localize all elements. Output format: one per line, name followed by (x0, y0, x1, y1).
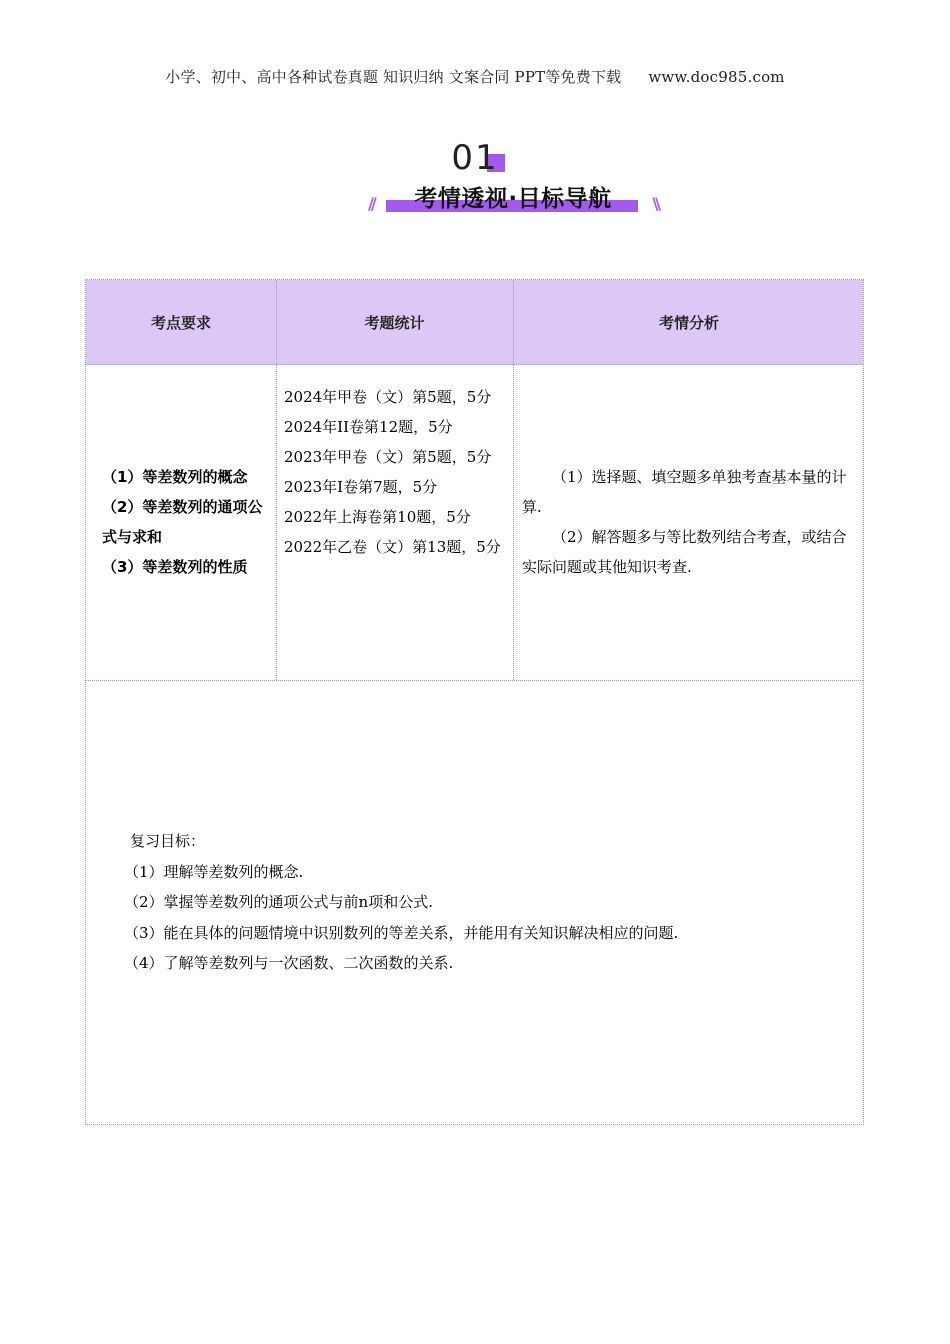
goal-item: （2）掌握等差数列的通项公式与前n项和公式. (124, 893, 433, 911)
header-text: 小学、初中、高中各种试卷真题 知识归纳 文案合同 PPT等免费下载 (165, 68, 622, 86)
stat-item: 2024年甲卷（文）第5题，5分 (284, 388, 492, 406)
requirement-item: （3）等差数列的性质 (102, 558, 248, 576)
analysis-cell (513, 364, 865, 680)
goal-item: （4）了解等差数列与一次函数、二次函数的关系. (124, 954, 454, 972)
stat-item: 2022年乙卷（文）第13题，5分 (284, 538, 501, 556)
analysis-item: （2）解答题多与等比数列结合考查，或结合实际问题或其他知识考查. (522, 528, 847, 576)
section-number: 01 (451, 138, 499, 178)
goal-item: （3）能在具体的问题情境中识别数列的等差关系，并能用有关知识解决相应的问题. (124, 923, 679, 942)
requirement-item: （2）等差数列的通项公式与求和 (102, 498, 263, 546)
column-header-requirements: 考点要求 (150, 313, 211, 332)
requirement-item: （1）等差数列的概念 (102, 468, 248, 486)
header-url[interactable]: www.doc985.com (648, 68, 785, 86)
left-slash-decoration: // (368, 194, 374, 213)
analysis-item: （1）选择题、填空题多单独考查基本量的计算. (522, 468, 847, 516)
section-title-banner (368, 180, 658, 216)
column-header-analysis: 考情分析 (658, 313, 719, 332)
review-goals-cell (86, 680, 865, 1126)
requirements-cell (86, 364, 276, 680)
column-header-stats: 考题统计 (364, 313, 425, 332)
stats-cell (276, 364, 513, 680)
stat-item: 2024年II卷第12题，5分 (284, 418, 453, 436)
stat-item: 2023年I卷第7题，5分 (284, 478, 438, 496)
stat-item: 2023年甲卷（文）第5题，5分 (284, 448, 492, 466)
goals-title: 复习目标： (130, 832, 206, 850)
exam-analysis-table (85, 279, 864, 1125)
stat-item: 2022年上海卷第10题，5分 (284, 508, 471, 526)
goal-item: （1）理解等差数列的概念. (124, 862, 304, 881)
section-title: 考情透视·目标导航 (414, 186, 612, 212)
page-header (0, 66, 950, 87)
right-slash-decoration: \\ (652, 194, 658, 213)
